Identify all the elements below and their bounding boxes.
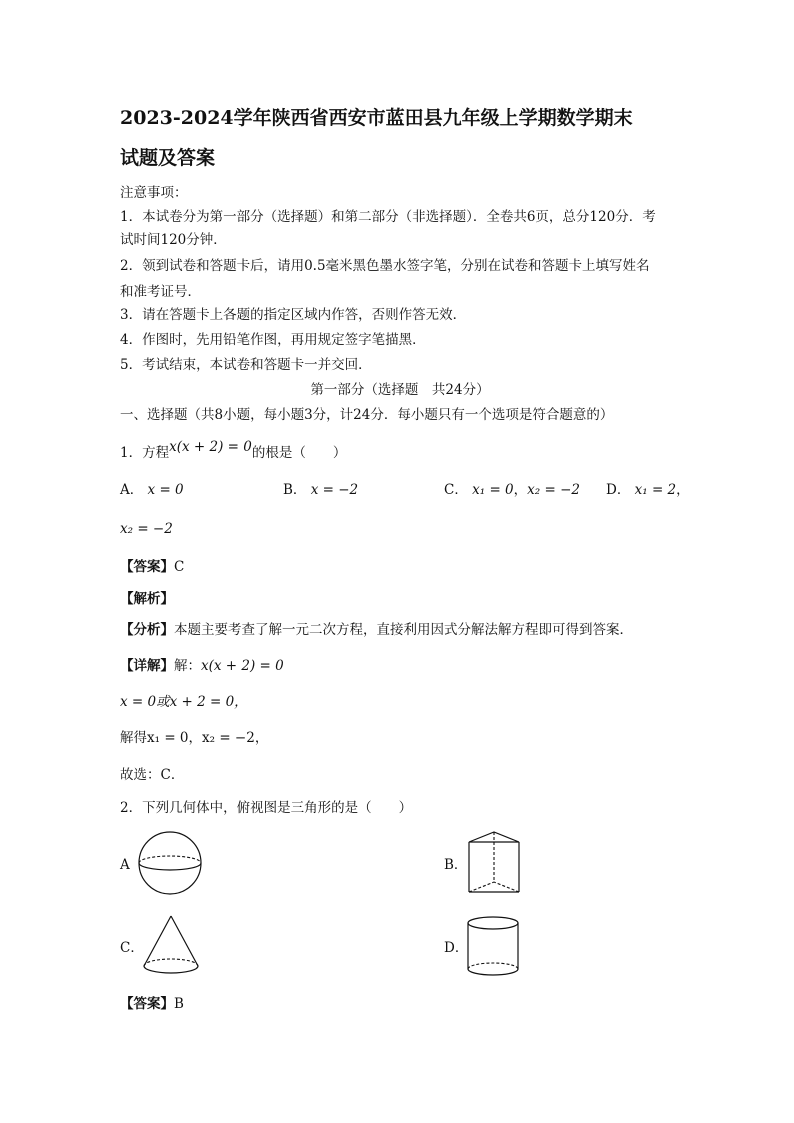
q1-equation: x(x + 2) = 0 [169, 439, 252, 455]
cylinder-figure [466, 914, 520, 978]
q1-option-c-root2: x₂ = −2 [527, 482, 580, 498]
q1-fenxi-tag: 【分析】 [120, 622, 174, 638]
q1-option-d-root1: x₁ = 2 [634, 482, 677, 498]
notice-line-7: 5．考试结束，本试卷和答题卡一并交回． [120, 357, 372, 373]
q2-option-b-label: B． [444, 857, 468, 873]
q1-option-b-text: x = −2 [310, 482, 359, 498]
q1-option-c-separator: ， [513, 482, 528, 498]
notice-heading: 注意事项： [120, 185, 188, 201]
q1-option-b [283, 480, 358, 500]
q1-option-d [606, 480, 690, 500]
notice-line-2: 试时间120分钟． [120, 232, 227, 248]
part1-heading: 第一部分（选择题 共24分） [310, 382, 490, 398]
q1-detail-prefix: 解： [174, 658, 201, 674]
notice-line-3: 2．领到试卷和答题卡后，请用0.5毫米黑色墨水签字笔，分别在试卷和答题卡上填写姓名 [120, 258, 650, 274]
q1-stem [120, 439, 680, 463]
q1-option-d-continued [120, 519, 173, 539]
q1-detail [120, 656, 680, 676]
q1-prefix: 1．方程 [120, 445, 170, 461]
q1-option-c-label: C． [444, 482, 468, 498]
q1-answer [120, 557, 680, 577]
q1-option-d-separator: ， [676, 482, 690, 498]
notice-line-6: 4．作图时，先用铅笔作图，再用规定签字笔描黑． [120, 332, 426, 348]
q1-step-2: 解得x₁ = 0，x₂ = −2， [120, 730, 269, 746]
q1-answer-value: C [174, 559, 185, 575]
q2-stem: 2．下列几何体中，俯视图是三角形的是（ ） [120, 800, 413, 816]
q2-option-a-label: A [120, 857, 130, 873]
document-title-line-2: 试题及答案 [120, 147, 216, 169]
q1-option-d-label: D． [606, 482, 631, 498]
section-heading: 一、选择题（共8小题，每小题3分，计24分．每小题只有一个选项是符合题意的） [120, 407, 614, 423]
q2-option-c-label: C． [120, 940, 144, 956]
sphere-figure [137, 830, 203, 896]
q2-answer [120, 994, 680, 1014]
q1-option-b-label: B． [283, 482, 307, 498]
notice-line-4: 和准考证号． [120, 284, 201, 300]
cone-figure [142, 914, 200, 976]
q1-step-1: x = 0或x + 2 = 0， [120, 694, 248, 710]
q1-analysis-tag: 【解析】 [120, 591, 174, 607]
q1-option-a-label: A． [120, 482, 144, 498]
q1-option-a-text: x = 0 [147, 482, 184, 498]
triangular-prism-figure [464, 828, 524, 896]
notice-line-1: 1．本试卷分为第一部分（选择题）和第二部分（非选择题）．全卷共6页，总分120分．考 [120, 209, 656, 225]
q1-detail-tag: 【详解】 [120, 658, 174, 674]
document-title-line-1: 2023-2024学年陕西省西安市蓝田县九年级上学期数学期末 [120, 107, 633, 129]
q1-conclusion: 故选：C． [120, 767, 185, 783]
q1-detail-equation: x(x + 2) = 0 [201, 658, 284, 674]
q2-answer-tag: 【答案】 [120, 996, 174, 1012]
q1-fenxi-text: 本题主要考查了解一元二次方程，直接利用因式分解法解方程即可得到答案． [174, 622, 633, 638]
q1-answer-tag: 【答案】 [120, 559, 174, 575]
notice-line-5: 3．请在答题卡上各题的指定区域内作答，否则作答无效． [120, 307, 467, 323]
q1-option-c-root1: x₁ = 0 [472, 482, 514, 498]
q2-option-d-label: D． [444, 940, 469, 956]
q2-answer-value: B [174, 996, 184, 1012]
q1-option-c [444, 480, 580, 500]
q1-suffix: 的根是（ ） [251, 445, 347, 461]
q1-option-d-root2: x₂ = −2 [120, 521, 173, 537]
q1-option-a [120, 480, 184, 500]
q1-fenxi [120, 620, 680, 640]
